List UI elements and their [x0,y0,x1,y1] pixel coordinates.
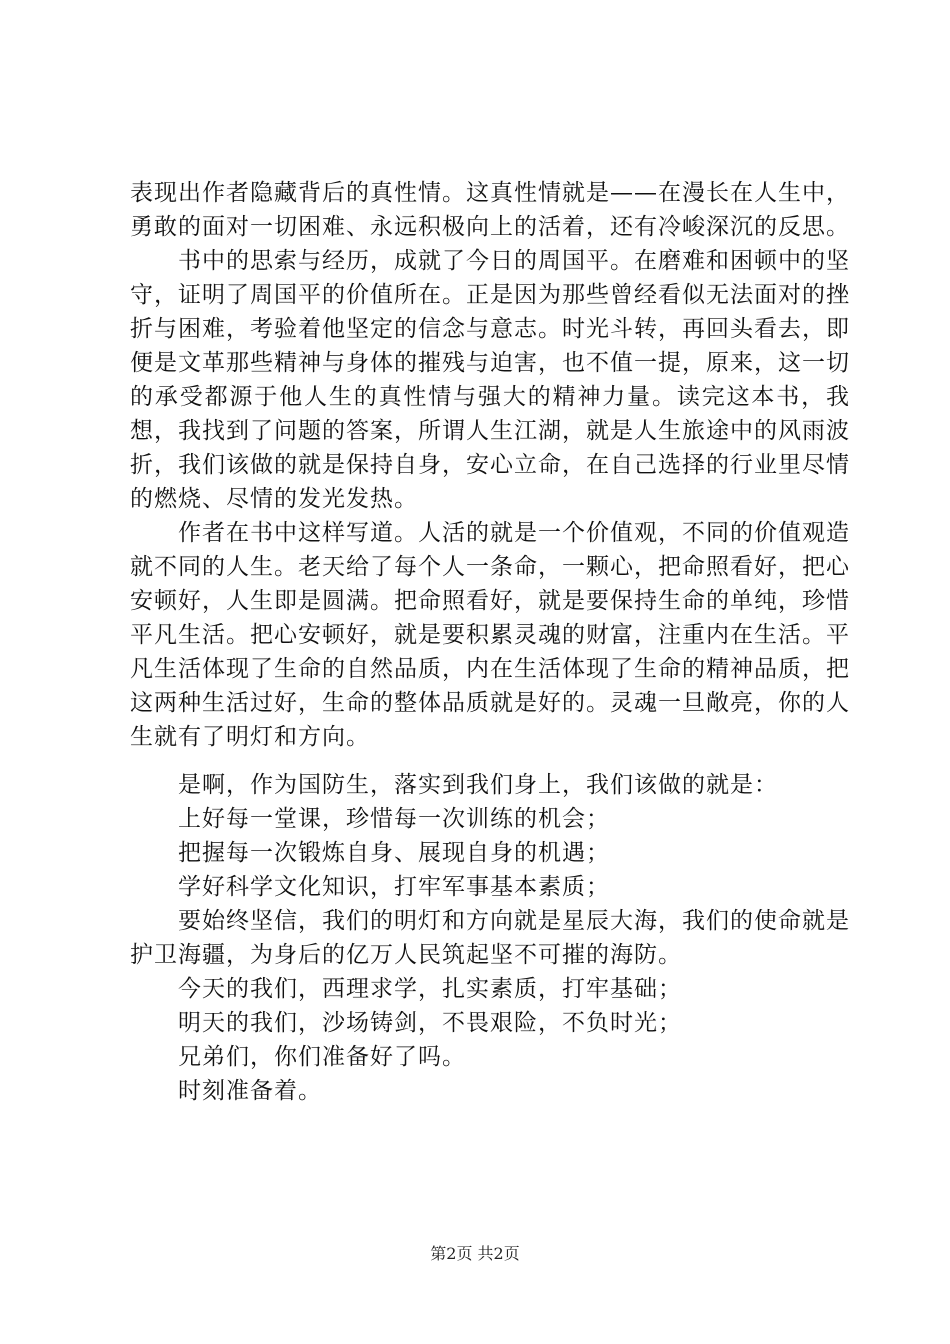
paragraph-5: 上好每一堂课，珍惜每一次训练的机会； [178,806,610,832]
paragraph-12: 时刻准备着。 [178,1078,322,1104]
paragraph-2: 书中的思索与经历，成就了今日的周国平。在磨难和困顿中的坚守，证明了周国平的价值所在。正是因为那些曾经看似无法面对的挫折与困难，考验着他坚定的信念与意志。时光斗转，再回头看去，即便是文革那些精神与身体的摧残与迫害，也不值一提，原来，这一切的承受都源于他人生的真性情与强大的精神力量。读完这本书，我想，我找到了问题的答案，所谓人生江湖，就是人生旅途中的风雨波折，我们该做的就是保持自身，安心立命，在自己选择的行业里尽情的燃烧、尽情的发光发热。 [130,248,850,512]
paragraph-gap [130,754,850,768]
paragraph-4: 是啊，作为国防生，落实到我们身上，我们该做的就是： [178,772,778,798]
paragraph-1: 表现出作者隐藏背后的真性情。这真性情就是——在漫长在人生中，勇敢的面对一切困难、永远积极向上的活着，还有冷峻深沉的反思。 [130,180,850,240]
page-footer: 第2页 共2页 [430,1244,520,1263]
paragraph-3: 作者在书中这样写道。人活的就是一个价值观，不同的价值观造就不同的人生。老天给了每个人一条命，一颗心，把命照看好，把心安顿好，人生即是圆满。把命照看好，就是要保持生命的单纯，珍惜平凡生活。把心安顿好，就是要积累灵魂的财富，注重内在生活。平凡生活体现了生命的自然品质，内在生活体现了生命的精神品质，把这两种生活过好，生命的整体品质就是好的。灵魂一旦敞亮，你的人生就有了明灯和方向。 [130,520,850,750]
paragraph-7: 学好科学文化知识，打牢军事基本素质； [178,874,610,900]
paragraph-8: 要始终坚信，我们的明灯和方向就是星辰大海，我们的使命就是护卫海疆，为身后的亿万人民筑起坚不可摧的海防。 [130,908,850,968]
paragraph-6: 把握每一次锻炼自身、展现自身的机遇； [178,840,610,866]
paragraph-10: 明天的我们，沙场铸剑，不畏艰险，不负时光； [178,1010,682,1036]
document-body [130,176,850,1108]
paragraph-9: 今天的我们，西理求学，扎实素质，打牢基础； [178,976,682,1002]
paragraph-11: 兄弟们，你们准备好了吗。 [178,1044,466,1070]
